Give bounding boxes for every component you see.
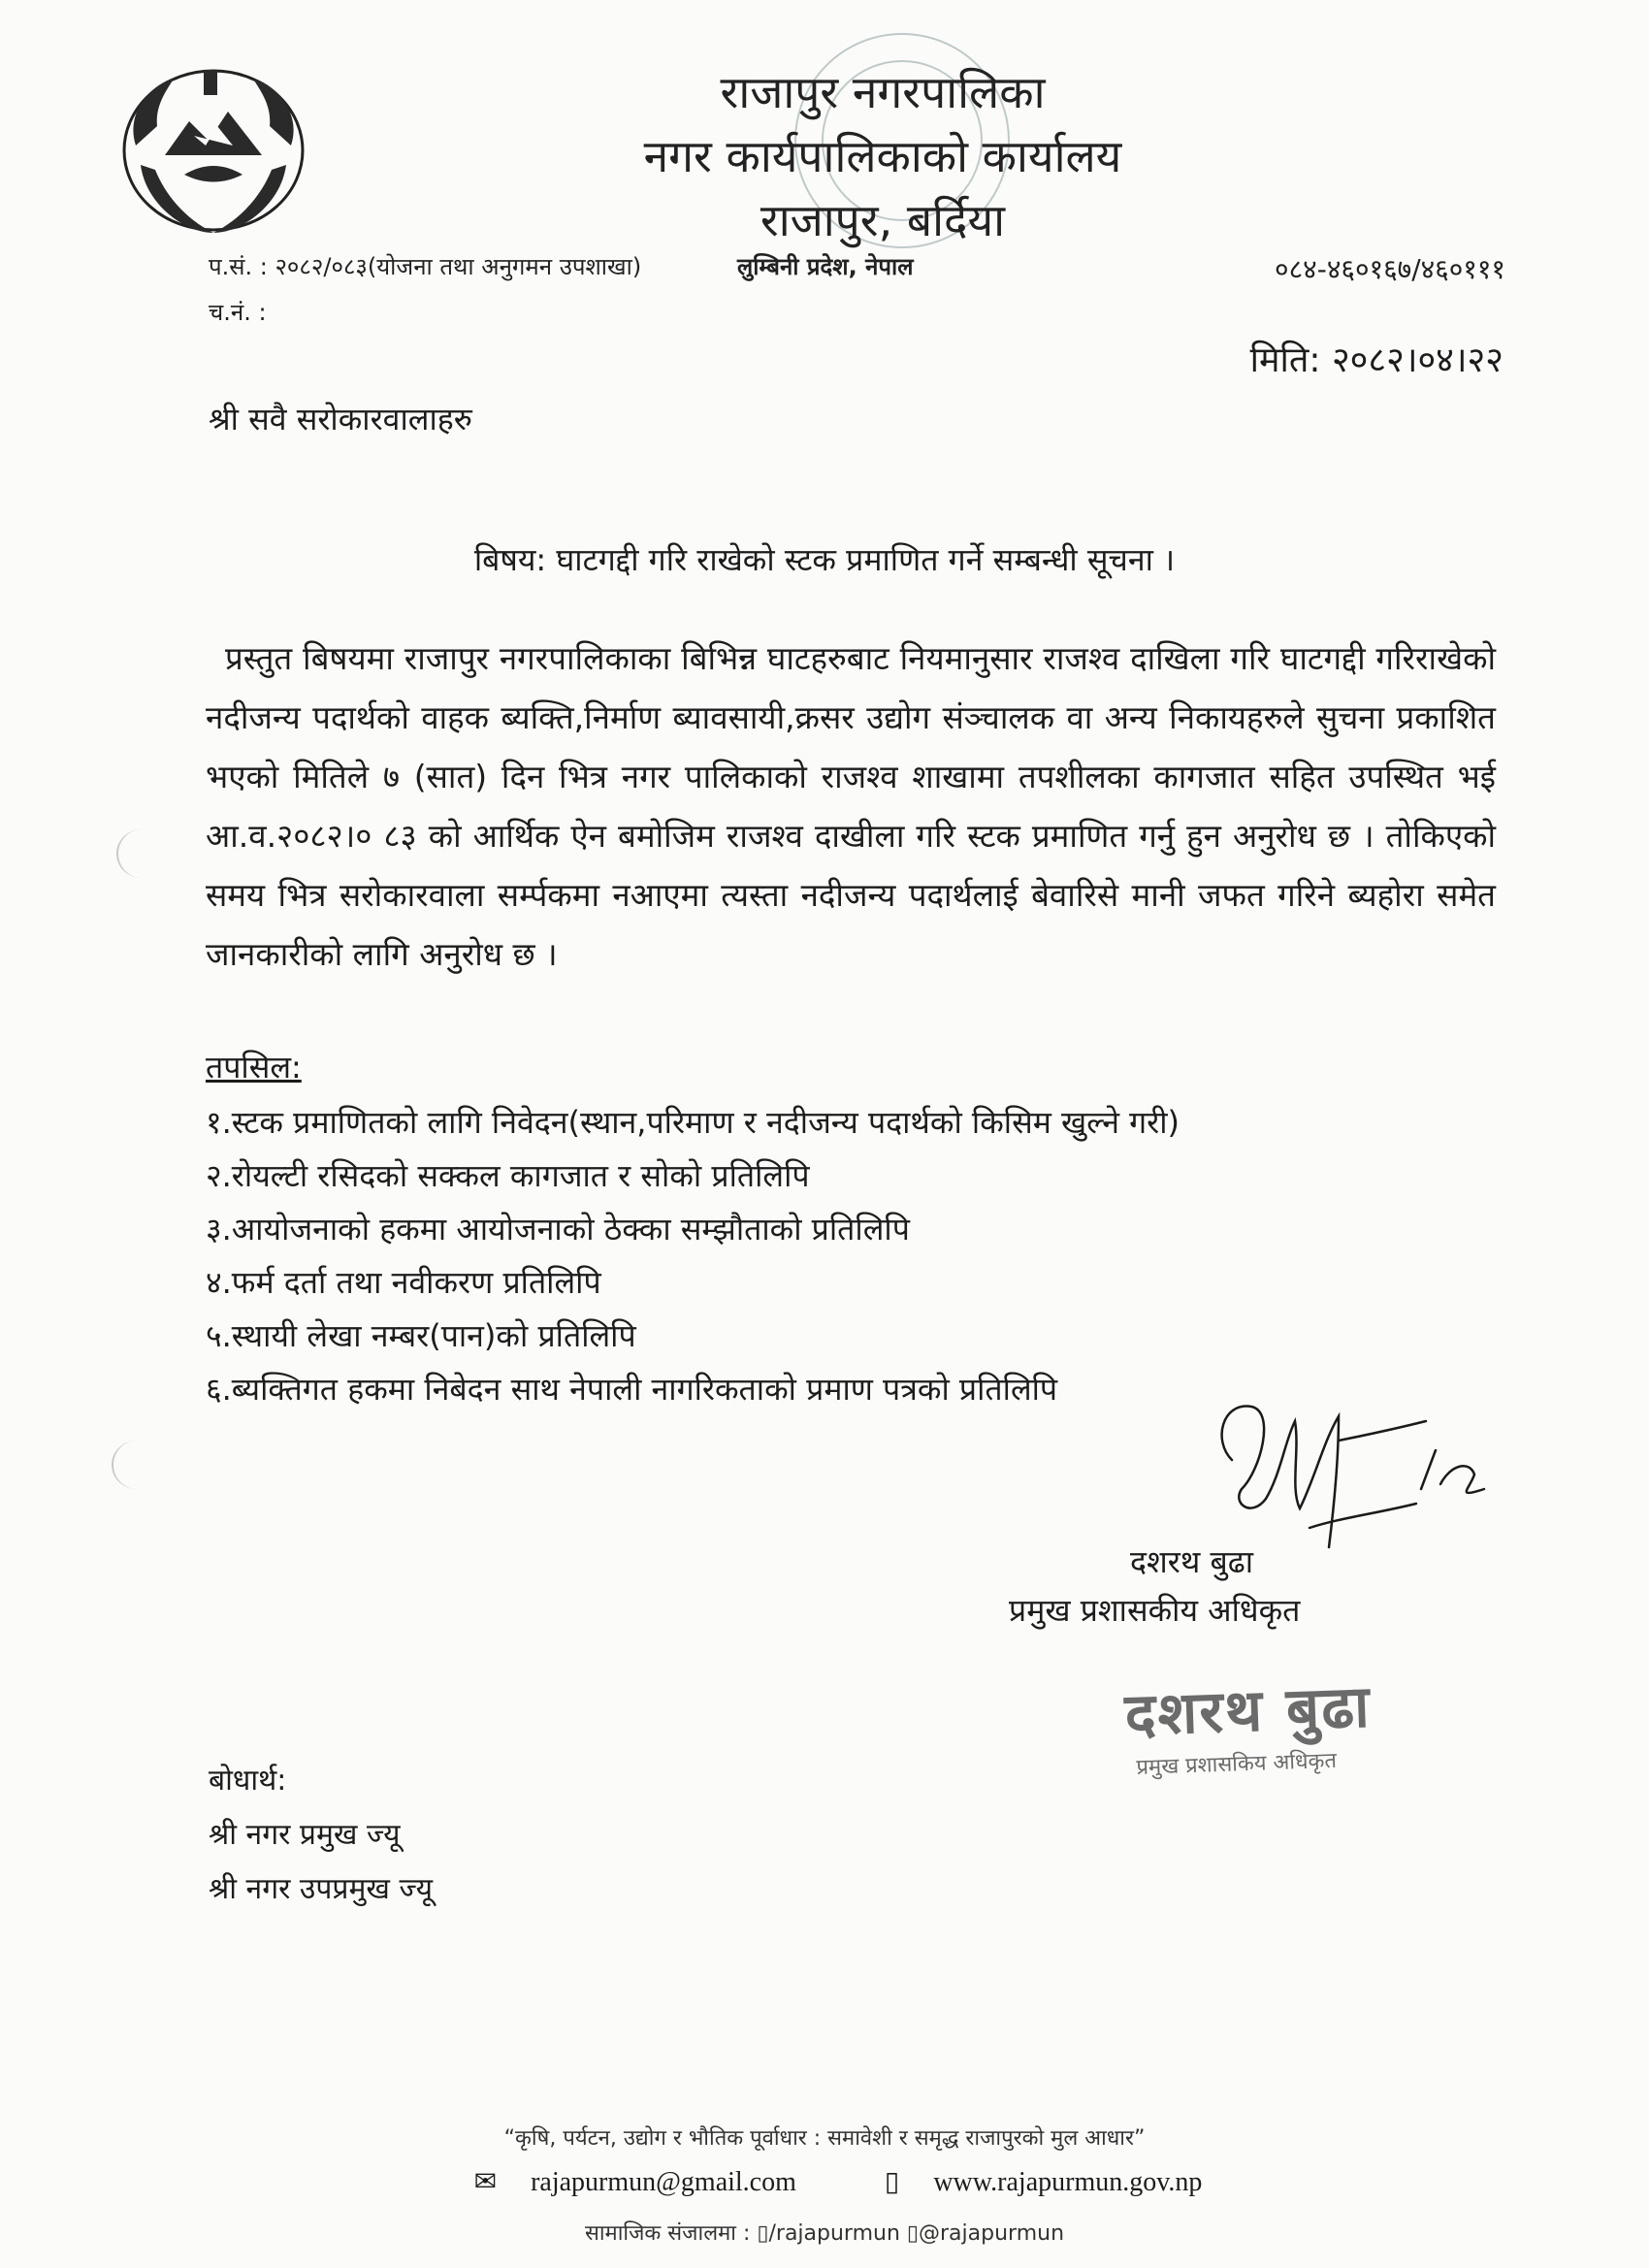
twitter-link[interactable]: @rajapurmun <box>919 2221 1065 2246</box>
mail-icon: ✉ <box>473 2167 498 2197</box>
nepal-emblem-icon <box>97 49 330 243</box>
official-stamp <box>1123 1665 1374 1782</box>
list-item: श्री नगर प्रमुख ज्यू <box>209 1818 401 1852</box>
footer-tagline: “कृषि, पर्यटन, उद्योग र भौतिक पूर्वाधार : समावेशी र समृद्ध राजापुरको मुल आधार” <box>503 2126 1146 2151</box>
email-link[interactable]: rajapurmun@gmail.com <box>531 2167 796 2197</box>
list-item: ६.ब्यक्तिगत हकमा निबेदन साथ नेपाली नागरिकताको प्रमाण पत्रको प्रतिलिपि <box>206 1371 1058 1408</box>
list-item: २.रोयल्टी रसिदको सक्कल कागजात र सोको प्रतिलिपि <box>206 1157 810 1194</box>
notice-date: मिति: २०८२।०४।२२ <box>1249 340 1504 380</box>
twitter-icon: ▯ <box>906 2221 920 2246</box>
tapsil-list <box>206 1096 1564 1416</box>
list-item: ३.आयोजनाको हकमा आयोजनाको ठेक्का सम्झौताको प्रतिलिपि <box>206 1211 910 1247</box>
reference-number: प.सं. : २०८२/०८३(योजना तथा अनुगमन उपशाखा) <box>209 253 642 280</box>
list-item: १.स्टक प्रमाणितको लागि निवेदन(स्थान,परिमाण र नदीजन्य पदार्थको किसिम खुल्ने गरी) <box>206 1104 1180 1141</box>
copy-to-section <box>209 1754 433 1917</box>
subject-line: बिषय: घाटगद्दी गरि राखेको स्टक प्रमाणित गर्ने सम्बन्धी सूचना । <box>473 541 1176 578</box>
signatory-title: प्रमुख प्रशासकीय अधिकृत <box>1009 1592 1301 1629</box>
list-item: ५.स्थायी लेखा नम्बर(पान)को प्रतिलिपि <box>206 1317 636 1354</box>
recipient: श्री सवै सरोकारवालाहरु <box>209 401 472 437</box>
tapsil-heading: तपसिल: <box>206 1049 302 1085</box>
notice-body: प्रस्तुत बिषयमा राजापुर नगरपालिकाका बिभिन्न घाटहरुबाट नियमानुसार राजश्व दाखिला गरि घाटगद्दी गरिराखेको नदीजन्य पदार्थको वाहक ब्यक्ति,निर्माण ब्यावसायी,क्रसर उद्योग संञ्चालक वा अन्य निकायहरुले सुचना प्रकाशित भएको मितिले ७ (सात) दिन भित्र नगर पालिकाको राजश्व शाखामा तपशीलका कागजात सहित उपस्थित भई आ.व.२०८२।० ८३ को आर्थिक ऐन बमोजिम राजश्व दाखीला गरि स्टक प्रमाणित गर्नु हुन अनुरोध छ । तोकिएको समय भित्र सरोकारवाला सर्म्पकमा नआएमा त्यस्ता नदीजन्य पदार्थलाई बेवारिसे मानी जफत गरिने ब्यहोरा समेत जानकारीको लागि अनुरोध छ । <box>206 639 1496 973</box>
municipality-name: राजापुर नगरपालिका <box>720 66 1046 118</box>
punch-hole <box>112 1441 162 1489</box>
phone-number: ०८४-४६०१६७/४६०१११ <box>1275 253 1505 285</box>
office-name: नगर कार्यपालिकाको कार्यालय <box>643 130 1122 182</box>
footer-contact <box>0 2165 1649 2198</box>
website-link[interactable]: www.rajapurmun.gov.np <box>933 2167 1203 2197</box>
letterhead <box>543 60 1222 252</box>
copy-to-heading: बोधार्थ: <box>209 1764 287 1798</box>
facebook-link[interactable]: /rajapurmun <box>768 2221 900 2246</box>
list-item: श्री नगर उपप्रमुख ज्यू <box>209 1872 434 1906</box>
signatory-name: दशरथ बुढा <box>1130 1543 1254 1580</box>
stamp-title: प्रमुख प्रशासकिय अधिकृत <box>1136 1748 1338 1781</box>
social-label: सामाजिक संजालमा : <box>584 2221 751 2246</box>
province: लुम्बिनी प्रदेश, नेपाल <box>737 253 914 280</box>
office-location: राजापुर, बर्दिया <box>760 194 1006 246</box>
dispatch-number: च.नं. : <box>209 299 267 326</box>
globe-icon: ▯ <box>884 2167 900 2197</box>
facebook-icon: ▯ <box>757 2221 769 2246</box>
list-item: ४.फर्म दर्ता तथा नवीकरण प्रतिलिपि <box>206 1264 601 1301</box>
stamp-name: दशरथ बुढा <box>1123 1672 1373 1750</box>
punch-hole <box>116 829 167 878</box>
footer-social <box>0 2218 1649 2247</box>
